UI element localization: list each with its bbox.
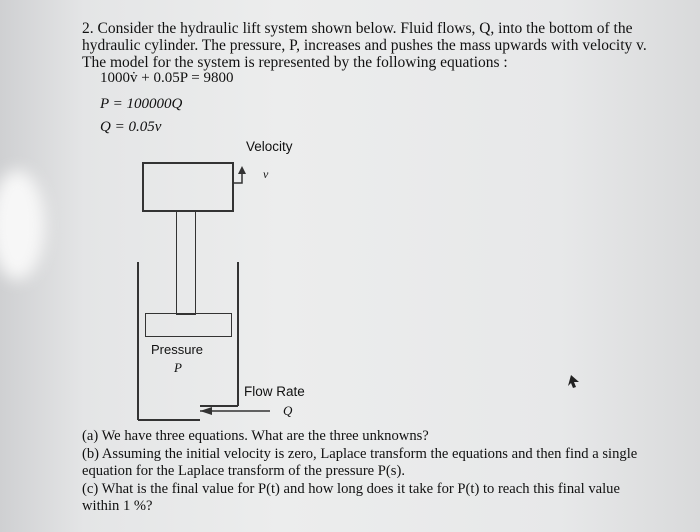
cursor-icon bbox=[568, 375, 579, 388]
equation-1: 1000v̇ + 0.05P = 9800 bbox=[100, 70, 234, 86]
pressure-symbol: P bbox=[174, 360, 182, 375]
problem-line-2: hydraulic cylinder. The pressure, P, increases and pushes the mass upwards with velocity v. bbox=[82, 37, 647, 54]
flow-rate-label: Flow Rate bbox=[244, 384, 305, 399]
problem-line-1: 2. Consider the hydraulic lift system shown below. Fluid flows, Q, into the bottom of the bbox=[82, 20, 633, 37]
question-a: (a) We have three equations. What are the three unknowns? bbox=[82, 428, 429, 444]
velocity-arrow-head bbox=[238, 166, 246, 174]
question-b-line-2: equation for the Laplace transform of the pressure P(s). bbox=[82, 463, 405, 479]
question-c-line-1: (c) What is the final value for P(t) and how long does it take for P(t) to reach this final value bbox=[82, 481, 620, 497]
question-c-line-2: within 1 %? bbox=[82, 498, 153, 514]
equation-3: Q = 0.05v bbox=[100, 119, 162, 135]
equation-2: P = 100000Q bbox=[100, 96, 183, 112]
flow-arrow-head bbox=[200, 407, 212, 415]
problem-line-3: The model for the system is represented by the following equations : bbox=[82, 54, 508, 71]
velocity-label: Velocity bbox=[246, 139, 293, 154]
flow-rate-symbol: Q bbox=[283, 403, 293, 418]
pressure-label: Pressure bbox=[151, 342, 204, 357]
velocity-symbol: v bbox=[263, 167, 269, 181]
question-b-line-1: (b) Assuming the initial velocity is zero, Laplace transform the equations and then find a single bbox=[82, 446, 638, 462]
